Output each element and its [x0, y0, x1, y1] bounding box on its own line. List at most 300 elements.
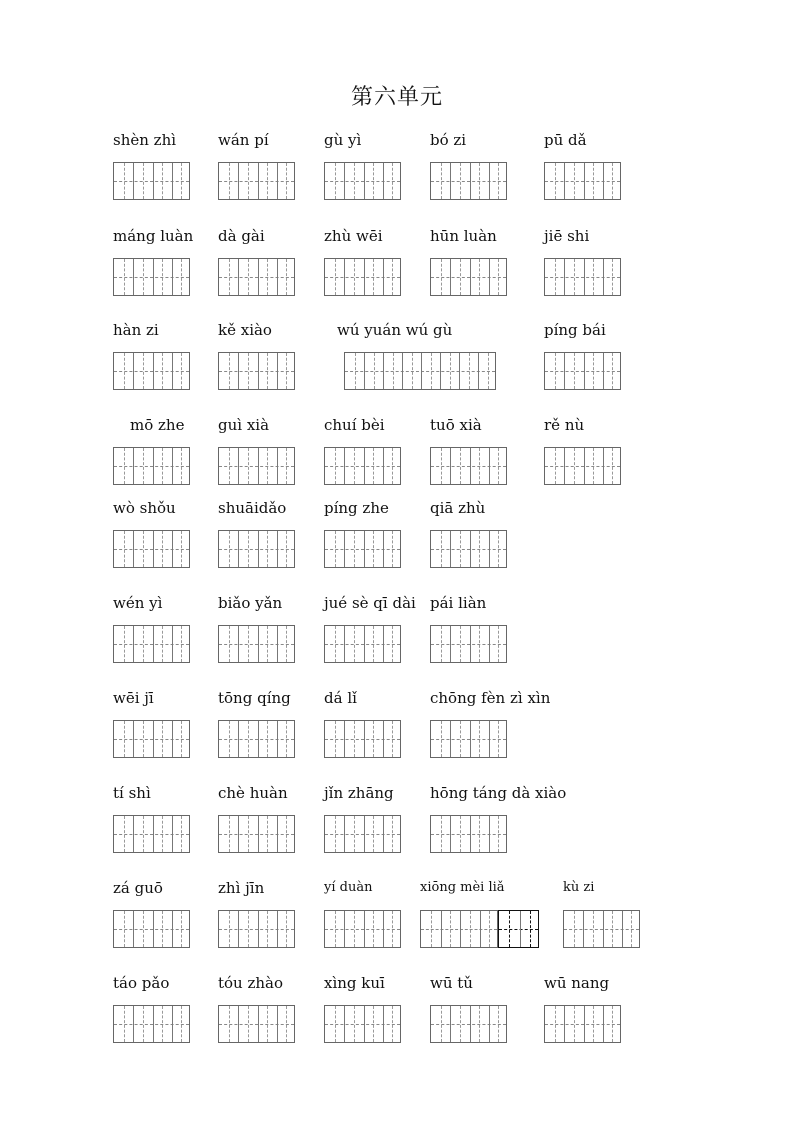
pinyin-label: tí shì	[113, 784, 151, 802]
grid-cell-divider	[584, 353, 585, 389]
grid-cell-divider	[277, 163, 278, 199]
grid-midline	[431, 739, 506, 740]
grid-cell-centerline	[181, 816, 182, 852]
grid-cell-divider	[258, 353, 259, 389]
grid-cell-divider	[238, 531, 239, 567]
grid-cell-centerline	[143, 163, 144, 199]
grid-midline	[325, 181, 400, 182]
writing-grid	[218, 162, 295, 200]
writing-grid	[544, 162, 621, 200]
grid-midline	[114, 466, 189, 467]
writing-grid	[430, 447, 507, 485]
grid-cell-centerline	[530, 911, 531, 947]
grid-cell-divider	[364, 259, 365, 295]
grid-cell-centerline	[488, 353, 489, 389]
grid-cell-divider	[153, 721, 154, 757]
writing-grid	[218, 625, 295, 663]
grid-cell-centerline	[354, 448, 355, 484]
grid-cell-centerline	[124, 353, 125, 389]
writing-grid	[430, 530, 507, 568]
grid-cell-divider	[238, 721, 239, 757]
grid-cell-divider	[172, 259, 173, 295]
grid-cell-centerline	[229, 911, 230, 947]
grid-midline	[325, 1024, 400, 1025]
grid-cell-divider	[344, 259, 345, 295]
writing-grid	[324, 625, 401, 663]
grid-cell-centerline	[373, 1006, 374, 1042]
grid-cell-divider	[277, 816, 278, 852]
grid-cell-centerline	[354, 1006, 355, 1042]
grid-cell-divider	[478, 353, 479, 389]
grid-cell-divider	[277, 626, 278, 662]
pinyin-label: qiā zhù	[430, 499, 486, 517]
grid-midline	[114, 644, 189, 645]
grid-cell-centerline	[498, 816, 499, 852]
grid-cell-centerline	[392, 531, 393, 567]
pinyin-label: hūn luàn	[430, 227, 497, 245]
grid-cell-centerline	[143, 911, 144, 947]
grid-cell-centerline	[593, 1006, 594, 1042]
grid-cell-divider	[153, 259, 154, 295]
pinyin-label: xiōng mèi liǎ	[420, 880, 505, 895]
grid-cell-centerline	[441, 163, 442, 199]
grid-cell-divider	[603, 1006, 604, 1042]
grid-cell-centerline	[441, 1006, 442, 1042]
writing-grid	[218, 1005, 295, 1043]
pinyin-label: yí duàn	[324, 880, 373, 895]
grid-cell-centerline	[479, 531, 480, 567]
grid-cell-centerline	[229, 448, 230, 484]
grid-cell-divider	[133, 721, 134, 757]
grid-cell-divider	[258, 721, 259, 757]
grid-cell-centerline	[335, 816, 336, 852]
grid-cell-divider	[153, 531, 154, 567]
grid-cell-centerline	[631, 911, 632, 947]
grid-cell-divider	[258, 448, 259, 484]
writing-grid	[430, 720, 507, 758]
grid-cell-divider	[172, 448, 173, 484]
pinyin-label: pái liàn	[430, 594, 487, 612]
grid-cell-divider	[238, 626, 239, 662]
grid-cell-centerline	[286, 448, 287, 484]
grid-cell-centerline	[124, 911, 125, 947]
grid-cell-divider	[584, 163, 585, 199]
writing-grid	[218, 815, 295, 853]
grid-cell-divider	[584, 259, 585, 295]
grid-cell-centerline	[267, 531, 268, 567]
grid-cell-divider	[450, 626, 451, 662]
grid-cell-divider	[258, 911, 259, 947]
grid-cell-centerline	[460, 163, 461, 199]
grid-cell-centerline	[248, 448, 249, 484]
grid-cell-divider	[402, 353, 403, 389]
grid-cell-centerline	[181, 163, 182, 199]
grid-cell-centerline	[162, 259, 163, 295]
grid-cell-centerline	[555, 163, 556, 199]
pinyin-label: dá lǐ	[324, 689, 357, 707]
grid-cell-centerline	[450, 911, 451, 947]
grid-cell-divider	[470, 259, 471, 295]
grid-cell-divider	[564, 353, 565, 389]
grid-cell-centerline	[143, 531, 144, 567]
grid-cell-centerline	[181, 1006, 182, 1042]
grid-cell-divider	[383, 448, 384, 484]
grid-cell-centerline	[229, 259, 230, 295]
grid-cell-centerline	[431, 353, 432, 389]
grid-cell-centerline	[335, 259, 336, 295]
grid-cell-centerline	[498, 721, 499, 757]
grid-cell-divider	[383, 353, 384, 389]
grid-cell-centerline	[373, 721, 374, 757]
pinyin-label: wán pí	[218, 131, 269, 149]
grid-midline	[219, 834, 294, 835]
pinyin-label: biǎo yǎn	[218, 594, 283, 612]
pinyin-label: wū tǔ	[430, 974, 473, 992]
grid-cell-centerline	[229, 531, 230, 567]
grid-midline	[219, 371, 294, 372]
pinyin-label: rě nù	[544, 416, 585, 434]
grid-cell-centerline	[441, 721, 442, 757]
grid-cell-divider	[344, 626, 345, 662]
pinyin-label: bó zi	[430, 131, 467, 149]
grid-midline	[431, 466, 506, 467]
grid-cell-centerline	[612, 259, 613, 295]
grid-cell-centerline	[162, 816, 163, 852]
writing-grid	[420, 910, 498, 948]
grid-midline	[345, 371, 495, 372]
grid-cell-centerline	[373, 911, 374, 947]
grid-cell-centerline	[248, 911, 249, 947]
grid-cell-centerline	[392, 816, 393, 852]
writing-grid	[430, 258, 507, 296]
grid-cell-divider	[133, 353, 134, 389]
pinyin-label: wū nang	[544, 974, 610, 992]
grid-midline	[431, 549, 506, 550]
grid-cell-centerline	[612, 1006, 613, 1042]
pinyin-label: jǐn zhāng	[324, 784, 394, 802]
grid-cell-centerline	[354, 531, 355, 567]
pinyin-label: tóu zhào	[218, 974, 284, 992]
grid-cell-divider	[470, 626, 471, 662]
grid-cell-centerline	[124, 531, 125, 567]
grid-cell-divider	[450, 1006, 451, 1042]
grid-cell-divider	[441, 911, 442, 947]
grid-midline	[421, 929, 497, 930]
writing-grid	[324, 720, 401, 758]
grid-cell-centerline	[509, 911, 510, 947]
grid-cell-centerline	[354, 721, 355, 757]
grid-midline	[114, 929, 189, 930]
grid-cell-divider	[489, 163, 490, 199]
grid-cell-divider	[383, 911, 384, 947]
writing-grid	[430, 162, 507, 200]
grid-cell-divider	[344, 911, 345, 947]
grid-cell-divider	[460, 911, 461, 947]
grid-cell-centerline	[181, 448, 182, 484]
grid-cell-divider	[450, 816, 451, 852]
grid-cell-centerline	[335, 448, 336, 484]
grid-cell-divider	[383, 1006, 384, 1042]
grid-cell-divider	[258, 816, 259, 852]
grid-cell-centerline	[286, 721, 287, 757]
grid-cell-divider	[172, 911, 173, 947]
grid-cell-centerline	[143, 353, 144, 389]
grid-cell-centerline	[143, 448, 144, 484]
grid-cell-centerline	[392, 911, 393, 947]
grid-cell-centerline	[593, 259, 594, 295]
grid-cell-divider	[133, 531, 134, 567]
grid-cell-centerline	[441, 626, 442, 662]
grid-cell-divider	[421, 353, 422, 389]
grid-cell-divider	[603, 259, 604, 295]
pinyin-label: zá guō	[113, 879, 163, 897]
grid-cell-centerline	[479, 721, 480, 757]
grid-midline	[325, 644, 400, 645]
grid-cell-centerline	[373, 259, 374, 295]
grid-cell-centerline	[393, 353, 394, 389]
grid-cell-centerline	[460, 531, 461, 567]
grid-cell-centerline	[229, 721, 230, 757]
grid-cell-centerline	[286, 353, 287, 389]
grid-cell-divider	[622, 911, 623, 947]
grid-midline	[545, 181, 620, 182]
grid-cell-divider	[470, 1006, 471, 1042]
grid-cell-centerline	[181, 721, 182, 757]
grid-cell-centerline	[286, 911, 287, 947]
grid-cell-centerline	[441, 448, 442, 484]
grid-midline	[325, 549, 400, 550]
grid-cell-centerline	[267, 626, 268, 662]
grid-cell-centerline	[460, 448, 461, 484]
writing-grid	[498, 910, 539, 948]
grid-cell-centerline	[555, 448, 556, 484]
pinyin-label: shuāidǎo	[218, 499, 287, 517]
grid-cell-centerline	[392, 1006, 393, 1042]
grid-midline	[114, 739, 189, 740]
grid-cell-divider	[564, 448, 565, 484]
grid-cell-centerline	[143, 816, 144, 852]
grid-cell-centerline	[335, 626, 336, 662]
grid-cell-divider	[603, 911, 604, 947]
grid-cell-centerline	[124, 448, 125, 484]
grid-cell-centerline	[593, 911, 594, 947]
grid-cell-divider	[520, 911, 521, 947]
pinyin-label: wò shǒu	[113, 499, 176, 517]
grid-cell-divider	[172, 353, 173, 389]
grid-midline	[545, 277, 620, 278]
grid-cell-centerline	[181, 259, 182, 295]
grid-cell-centerline	[354, 163, 355, 199]
grid-cell-centerline	[498, 448, 499, 484]
writing-grid	[544, 258, 621, 296]
pinyin-label: xìng kuī	[324, 974, 385, 992]
grid-cell-centerline	[162, 911, 163, 947]
grid-cell-centerline	[373, 163, 374, 199]
grid-midline	[219, 549, 294, 550]
grid-cell-divider	[584, 448, 585, 484]
grid-cell-divider	[364, 448, 365, 484]
grid-cell-centerline	[498, 626, 499, 662]
writing-grid	[113, 1005, 190, 1043]
grid-midline	[325, 834, 400, 835]
grid-cell-centerline	[124, 626, 125, 662]
grid-cell-divider	[344, 1006, 345, 1042]
pinyin-label: máng luàn	[113, 227, 194, 245]
writing-grid	[218, 352, 295, 390]
grid-cell-centerline	[612, 353, 613, 389]
grid-cell-centerline	[124, 721, 125, 757]
grid-cell-centerline	[181, 911, 182, 947]
grid-cell-centerline	[593, 353, 594, 389]
writing-grid	[324, 1005, 401, 1043]
grid-cell-divider	[238, 1006, 239, 1042]
grid-midline	[114, 549, 189, 550]
grid-cell-centerline	[335, 531, 336, 567]
grid-cell-divider	[258, 531, 259, 567]
grid-cell-divider	[258, 163, 259, 199]
grid-cell-divider	[450, 163, 451, 199]
grid-cell-divider	[364, 531, 365, 567]
pinyin-label: wén yì	[113, 594, 163, 612]
writing-grid	[430, 1005, 507, 1043]
pinyin-label: tōng qíng	[218, 689, 291, 707]
writing-grid	[544, 352, 621, 390]
grid-cell-centerline	[124, 1006, 125, 1042]
pinyin-label: jué sè qī dài	[324, 594, 416, 612]
grid-cell-centerline	[441, 816, 442, 852]
grid-cell-divider	[364, 816, 365, 852]
grid-cell-divider	[564, 1006, 565, 1042]
grid-cell-centerline	[181, 353, 182, 389]
grid-cell-divider	[450, 531, 451, 567]
writing-grid	[324, 530, 401, 568]
grid-midline	[431, 1024, 506, 1025]
grid-cell-centerline	[267, 911, 268, 947]
pinyin-label: mō zhe	[130, 416, 185, 434]
writing-grid	[218, 530, 295, 568]
grid-cell-centerline	[392, 721, 393, 757]
grid-cell-centerline	[162, 626, 163, 662]
grid-cell-centerline	[267, 259, 268, 295]
grid-cell-centerline	[229, 1006, 230, 1042]
grid-cell-centerline	[460, 721, 461, 757]
pinyin-label: wú yuán wú gù	[337, 321, 453, 339]
grid-midline	[114, 834, 189, 835]
grid-cell-centerline	[612, 911, 613, 947]
pinyin-label: shèn zhì	[113, 131, 177, 149]
grid-cell-divider	[489, 259, 490, 295]
grid-cell-divider	[258, 1006, 259, 1042]
writing-grid	[544, 447, 621, 485]
grid-cell-centerline	[392, 163, 393, 199]
grid-cell-centerline	[335, 1006, 336, 1042]
writing-grid	[544, 1005, 621, 1043]
grid-cell-divider	[489, 721, 490, 757]
grid-cell-centerline	[498, 163, 499, 199]
grid-cell-centerline	[498, 1006, 499, 1042]
grid-cell-divider	[564, 163, 565, 199]
grid-midline	[545, 466, 620, 467]
grid-cell-divider	[364, 721, 365, 757]
grid-midline	[219, 929, 294, 930]
grid-cell-divider	[344, 531, 345, 567]
grid-cell-centerline	[162, 531, 163, 567]
grid-midline	[219, 181, 294, 182]
grid-cell-centerline	[143, 1006, 144, 1042]
grid-cell-centerline	[143, 626, 144, 662]
grid-cell-divider	[364, 1006, 365, 1042]
grid-cell-divider	[383, 259, 384, 295]
grid-cell-divider	[153, 816, 154, 852]
grid-cell-divider	[238, 448, 239, 484]
grid-cell-divider	[344, 721, 345, 757]
writing-grid	[430, 815, 507, 853]
grid-cell-divider	[564, 259, 565, 295]
grid-cell-divider	[489, 1006, 490, 1042]
grid-cell-centerline	[460, 1006, 461, 1042]
grid-cell-divider	[489, 626, 490, 662]
pinyin-label: píng bái	[544, 321, 606, 339]
grid-midline	[545, 371, 620, 372]
grid-cell-centerline	[162, 1006, 163, 1042]
page-title: 第六单元	[350, 85, 443, 110]
grid-cell-centerline	[574, 353, 575, 389]
grid-cell-centerline	[335, 721, 336, 757]
grid-cell-centerline	[162, 448, 163, 484]
grid-cell-divider	[344, 163, 345, 199]
grid-cell-divider	[364, 353, 365, 389]
grid-cell-centerline	[229, 163, 230, 199]
grid-cell-centerline	[229, 626, 230, 662]
grid-cell-centerline	[335, 163, 336, 199]
pinyin-label: jiē shi	[544, 227, 590, 245]
grid-cell-divider	[489, 816, 490, 852]
pinyin-label: chè huàn	[218, 784, 288, 802]
grid-cell-divider	[133, 626, 134, 662]
grid-midline	[564, 929, 639, 930]
grid-cell-divider	[172, 721, 173, 757]
writing-grid	[324, 447, 401, 485]
grid-cell-centerline	[441, 531, 442, 567]
grid-cell-divider	[470, 816, 471, 852]
grid-cell-divider	[153, 353, 154, 389]
grid-cell-divider	[153, 448, 154, 484]
grid-cell-divider	[364, 626, 365, 662]
grid-cell-divider	[383, 626, 384, 662]
grid-cell-centerline	[479, 259, 480, 295]
grid-cell-centerline	[355, 353, 356, 389]
grid-cell-centerline	[593, 163, 594, 199]
grid-midline	[219, 1024, 294, 1025]
grid-midline	[219, 739, 294, 740]
grid-cell-centerline	[354, 911, 355, 947]
grid-midline	[325, 277, 400, 278]
grid-cell-centerline	[392, 626, 393, 662]
grid-cell-centerline	[373, 816, 374, 852]
writing-grid	[324, 910, 401, 948]
grid-cell-divider	[133, 1006, 134, 1042]
writing-grid	[113, 720, 190, 758]
grid-cell-centerline	[124, 816, 125, 852]
grid-cell-divider	[238, 259, 239, 295]
grid-cell-divider	[153, 1006, 154, 1042]
grid-midline	[325, 739, 400, 740]
grid-cell-divider	[172, 816, 173, 852]
grid-cell-divider	[277, 1006, 278, 1042]
grid-cell-centerline	[373, 626, 374, 662]
grid-cell-centerline	[181, 531, 182, 567]
grid-cell-centerline	[229, 816, 230, 852]
